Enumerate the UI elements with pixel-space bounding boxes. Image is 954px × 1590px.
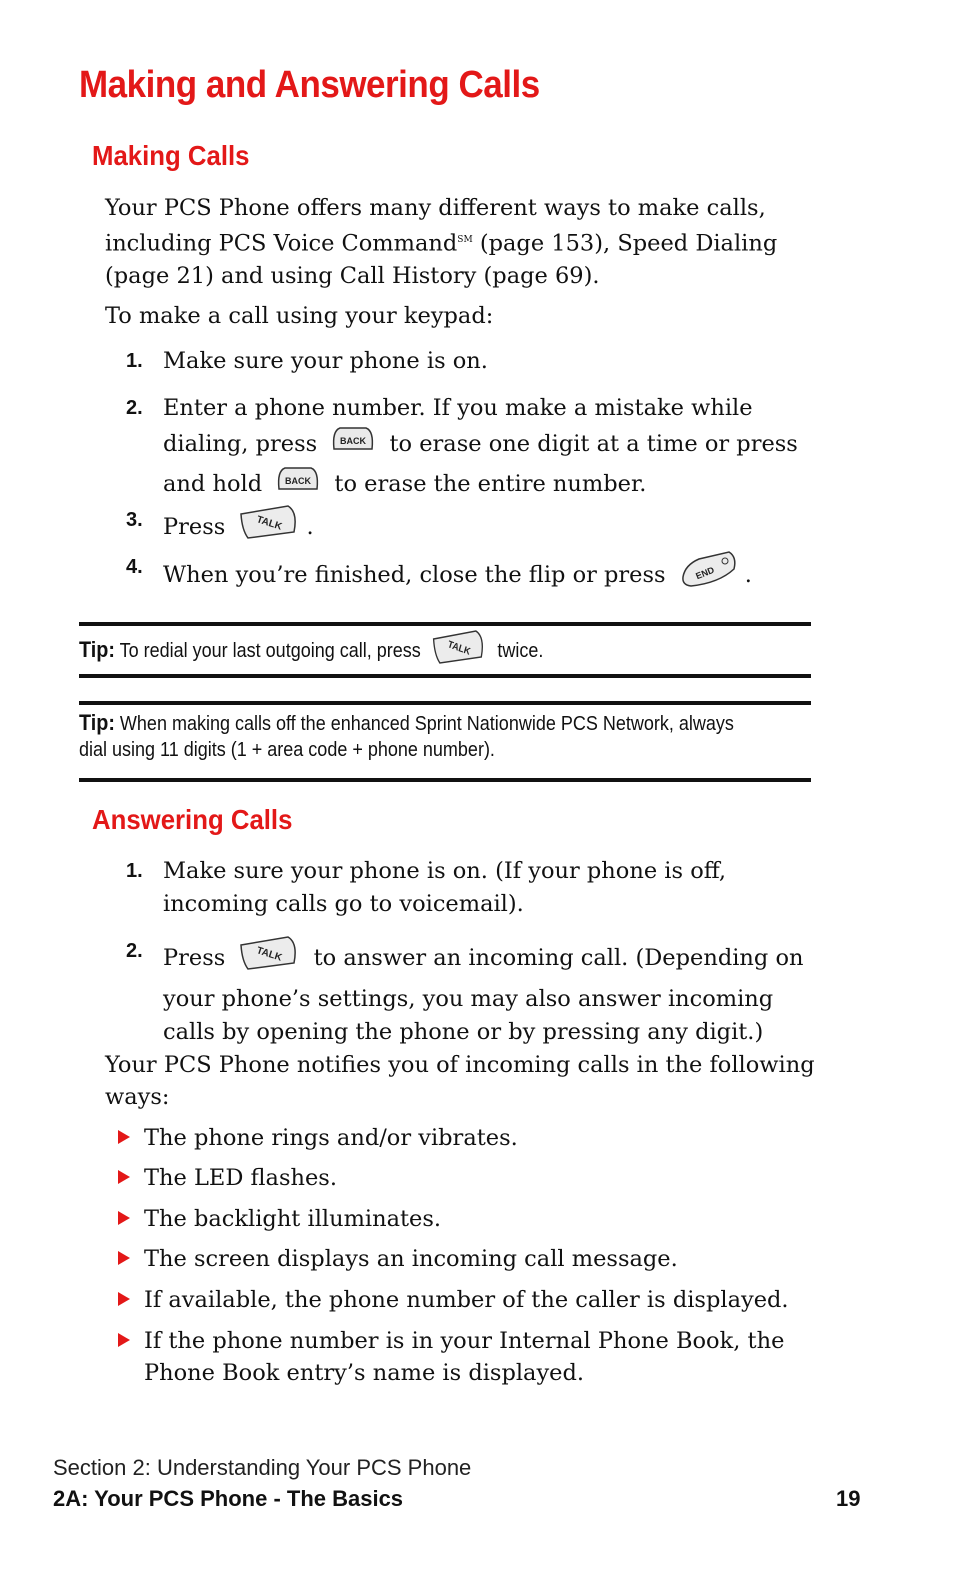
page-number: 19 bbox=[836, 1486, 861, 1511]
bullet-arrow-icon bbox=[118, 1211, 130, 1225]
back-key-icon bbox=[275, 463, 321, 503]
talk-key-icon bbox=[431, 627, 487, 672]
tip-divider bbox=[79, 778, 811, 782]
page-title: Making and Answering Calls bbox=[79, 64, 540, 106]
list-item: The phone rings and/or vibrates. bbox=[118, 1122, 808, 1154]
footer-chapter-title: 2A: Your PCS Phone - The Basics bbox=[53, 1486, 404, 1511]
list-item: If available, the phone number of the caller is displayed. bbox=[118, 1284, 808, 1316]
end-key-icon bbox=[679, 549, 739, 599]
tip-divider bbox=[79, 622, 811, 626]
footer-section-title: Section 2: Understanding Your PCS Phone bbox=[53, 1455, 472, 1480]
answering-step-1: 1. Make sure your phone is on. (If your phone is off, incoming calls go to voicemail). bbox=[126, 858, 727, 917]
section-heading-answering-calls: Answering Calls bbox=[92, 804, 293, 835]
bullet-arrow-icon bbox=[118, 1170, 130, 1184]
svg-text:TALK: TALK bbox=[255, 514, 284, 533]
back-key-icon bbox=[330, 423, 376, 463]
svg-text:TALK: TALK bbox=[255, 945, 284, 964]
making-intro: Your PCS Phone offers many different ways to make calls, including PCS Voice Command℠ (page 153), Speed Dialing (page 21) and using Call History (page 69). bbox=[105, 195, 778, 289]
bullet-arrow-icon bbox=[118, 1251, 130, 1265]
making-lead: To make a call using your keypad: bbox=[105, 303, 494, 329]
list-item: The backlight illuminates. bbox=[118, 1203, 808, 1235]
making-step-4: 4. When you’re finished, close the flip or press END . bbox=[126, 551, 826, 601]
answering-step-2: 2. Press TALK to answer an incoming call. (Depending on your phone’s settings, you may also answer incoming calls by opening the phone or by pressing any digit.) bbox=[126, 935, 826, 1049]
svg-text:BACK: BACK bbox=[285, 476, 312, 486]
talk-key-icon bbox=[238, 502, 300, 550]
svg-text:END: END bbox=[694, 564, 716, 582]
svg-text:BACK: BACK bbox=[340, 436, 367, 446]
tip-divider bbox=[79, 674, 811, 678]
making-step-2: 2. Enter a phone number. If you make a mistake while dialing, press BACK to erase one digit at a time or press and hold BACK to erase the entire number. bbox=[126, 392, 826, 505]
making-step-1: 1. Make sure your phone is on. bbox=[126, 348, 488, 374]
tip-redial: Tip: To redial your last outgoing call, press TALK twice. bbox=[79, 629, 745, 674]
bullet-arrow-icon bbox=[118, 1292, 130, 1306]
list-item: The screen displays an incoming call message. bbox=[118, 1243, 808, 1275]
bullet-arrow-icon bbox=[118, 1333, 130, 1347]
list-item: The LED flashes. bbox=[118, 1162, 808, 1194]
answering-lead: Your PCS Phone notifies you of incoming calls in the following ways: bbox=[105, 1052, 815, 1110]
section-heading-making-calls: Making Calls bbox=[92, 140, 250, 171]
tip-nationwide: Tip: When making calls off the enhanced Sprint Nationwide PCS Network, always dial using 11 digits (1 + area code + phone number). bbox=[79, 710, 734, 761]
making-step-3: 3. Press TALK . bbox=[126, 504, 826, 552]
list-item: If the phone number is in your Internal Phone Book, the Phone Book entry’s name is displayed. bbox=[118, 1325, 808, 1389]
tip-divider bbox=[79, 701, 811, 705]
service-mark: SM bbox=[457, 235, 473, 245]
svg-text:TALK: TALK bbox=[446, 638, 472, 658]
talk-key-icon bbox=[238, 933, 300, 981]
bullet-arrow-icon bbox=[118, 1130, 130, 1144]
